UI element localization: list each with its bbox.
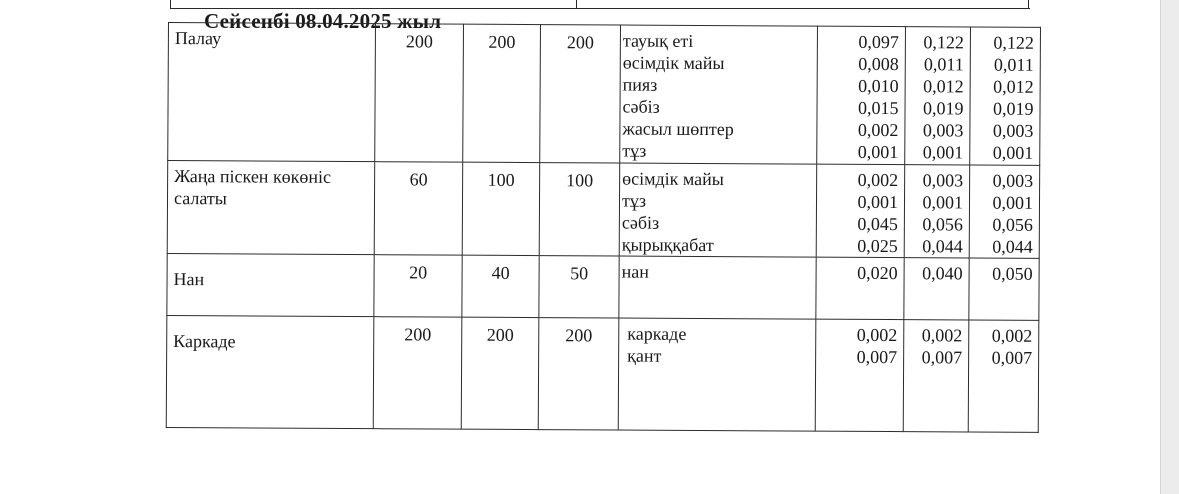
portion-cell: 100 [462,162,540,255]
amount-value: 0,003 [922,170,964,191]
ingredient-name: тұз [622,140,647,161]
ingredient-name: өсімдік майы [622,168,724,190]
amount-value: 0,015 [857,97,899,119]
amount-value: 0,003 [922,120,964,141]
amount-value: 0,003 [992,120,1034,141]
amount-list [970,27,1041,165]
amount-list [969,258,1039,320]
amount-list [816,164,905,257]
menu-table [166,22,1041,433]
ingredient-name: каркаде [627,323,687,344]
top-tick [576,0,577,9]
amount-value: 0,019 [992,98,1034,119]
amount-value: 0,002 [857,119,899,141]
amount-value: 0,056 [922,214,963,235]
amount-value: 0,001 [992,142,1034,163]
portion-cell: 200 [373,317,462,429]
amount-list [816,257,904,319]
amount-list [968,320,1039,432]
amount-list [815,319,904,431]
amount-value: 0,019 [922,98,964,119]
amount-value: 0,002 [991,325,1033,346]
amount-list [905,27,971,165]
ingredient-name: тұз [621,190,647,211]
ingredient-name: сәбіз [622,96,660,117]
amount-value: 0,001 [922,142,964,163]
portion-cell: 200 [540,25,621,163]
amount-value: 0,008 [858,53,899,75]
amount-value: 0,007 [921,347,963,368]
amount-value: 0,007 [856,346,898,368]
ingredient-name: жасыл шөптер [622,118,734,140]
amount-value: 0,122 [993,32,1034,53]
dish-name: Палау [168,23,376,162]
ingredient-name: пияз [622,74,658,95]
table-row [167,253,1039,320]
amount-value: 0,001 [992,192,1034,213]
amount-value: 0,001 [857,191,899,213]
scan-edge [1160,0,1179,494]
previous-table-bottom-edge [170,0,1030,9]
amount-list [969,165,1040,258]
amount-value: 0,044 [922,236,963,257]
portion-cell: 50 [539,256,619,318]
amount-value: 0,011 [923,54,964,75]
amount-value: 0,012 [923,76,964,97]
portion-cell: 100 [539,163,620,256]
ingredient-list [618,318,816,431]
amount-value: 0,025 [857,235,898,257]
table-row [167,161,1040,259]
amount-value: 0,011 [993,54,1034,75]
amount-value: 0,002 [857,169,899,191]
table-row [168,23,1041,166]
ingredient-name: қырыққабат [621,234,714,256]
dish-name: Каркаде [166,315,374,428]
ingredient-name: нан [621,261,649,282]
table-row [166,315,1039,432]
dish-name: Нан [167,253,374,316]
dish-name: Жаңа піскен көкөніс салаты [167,161,375,255]
portion-cell: 40 [462,255,539,317]
ingredient-name: сәбіз [621,212,660,233]
amount-value: 0,002 [921,325,963,346]
ingredient-name: қант [627,345,662,366]
portion-cell: 200 [461,317,539,429]
ingredient-list [620,25,818,164]
portion-cell: 200 [538,318,619,430]
portion-cell: 60 [374,162,463,255]
amount-value: 0,001 [922,192,964,213]
amount-value: 0,040 [922,263,963,284]
amount-value: 0,056 [992,214,1033,235]
amount-list [903,320,969,432]
amount-value: 0,020 [857,262,898,284]
amount-list [817,26,906,164]
amount-value: 0,010 [858,75,899,97]
ingredient-list [619,163,817,257]
ingredient-list [619,256,816,319]
amount-value: 0,122 [923,32,964,53]
amount-value: 0,007 [991,347,1033,368]
amount-value: 0,097 [858,31,899,53]
top-tick [170,0,171,9]
amount-value: 0,044 [992,236,1033,257]
top-tick [1028,0,1029,9]
amount-value: 0,001 [857,141,899,163]
ingredient-name: өсімдік майы [622,52,725,74]
page-title: Сейсенбі 08.04.2025 жыл [204,9,442,33]
amount-list [904,258,969,320]
portion-cell: 20 [374,255,462,317]
amount-list [904,165,970,258]
portion-cell: 200 [375,24,464,162]
ingredient-name: тауық еті [622,30,694,51]
portion-cell: 200 [463,24,541,162]
amount-value: 0,003 [992,170,1034,191]
amount-value: 0,050 [992,263,1033,284]
amount-value: 0,012 [993,76,1034,97]
amount-value: 0,045 [857,213,898,235]
amount-value: 0,002 [856,324,898,346]
